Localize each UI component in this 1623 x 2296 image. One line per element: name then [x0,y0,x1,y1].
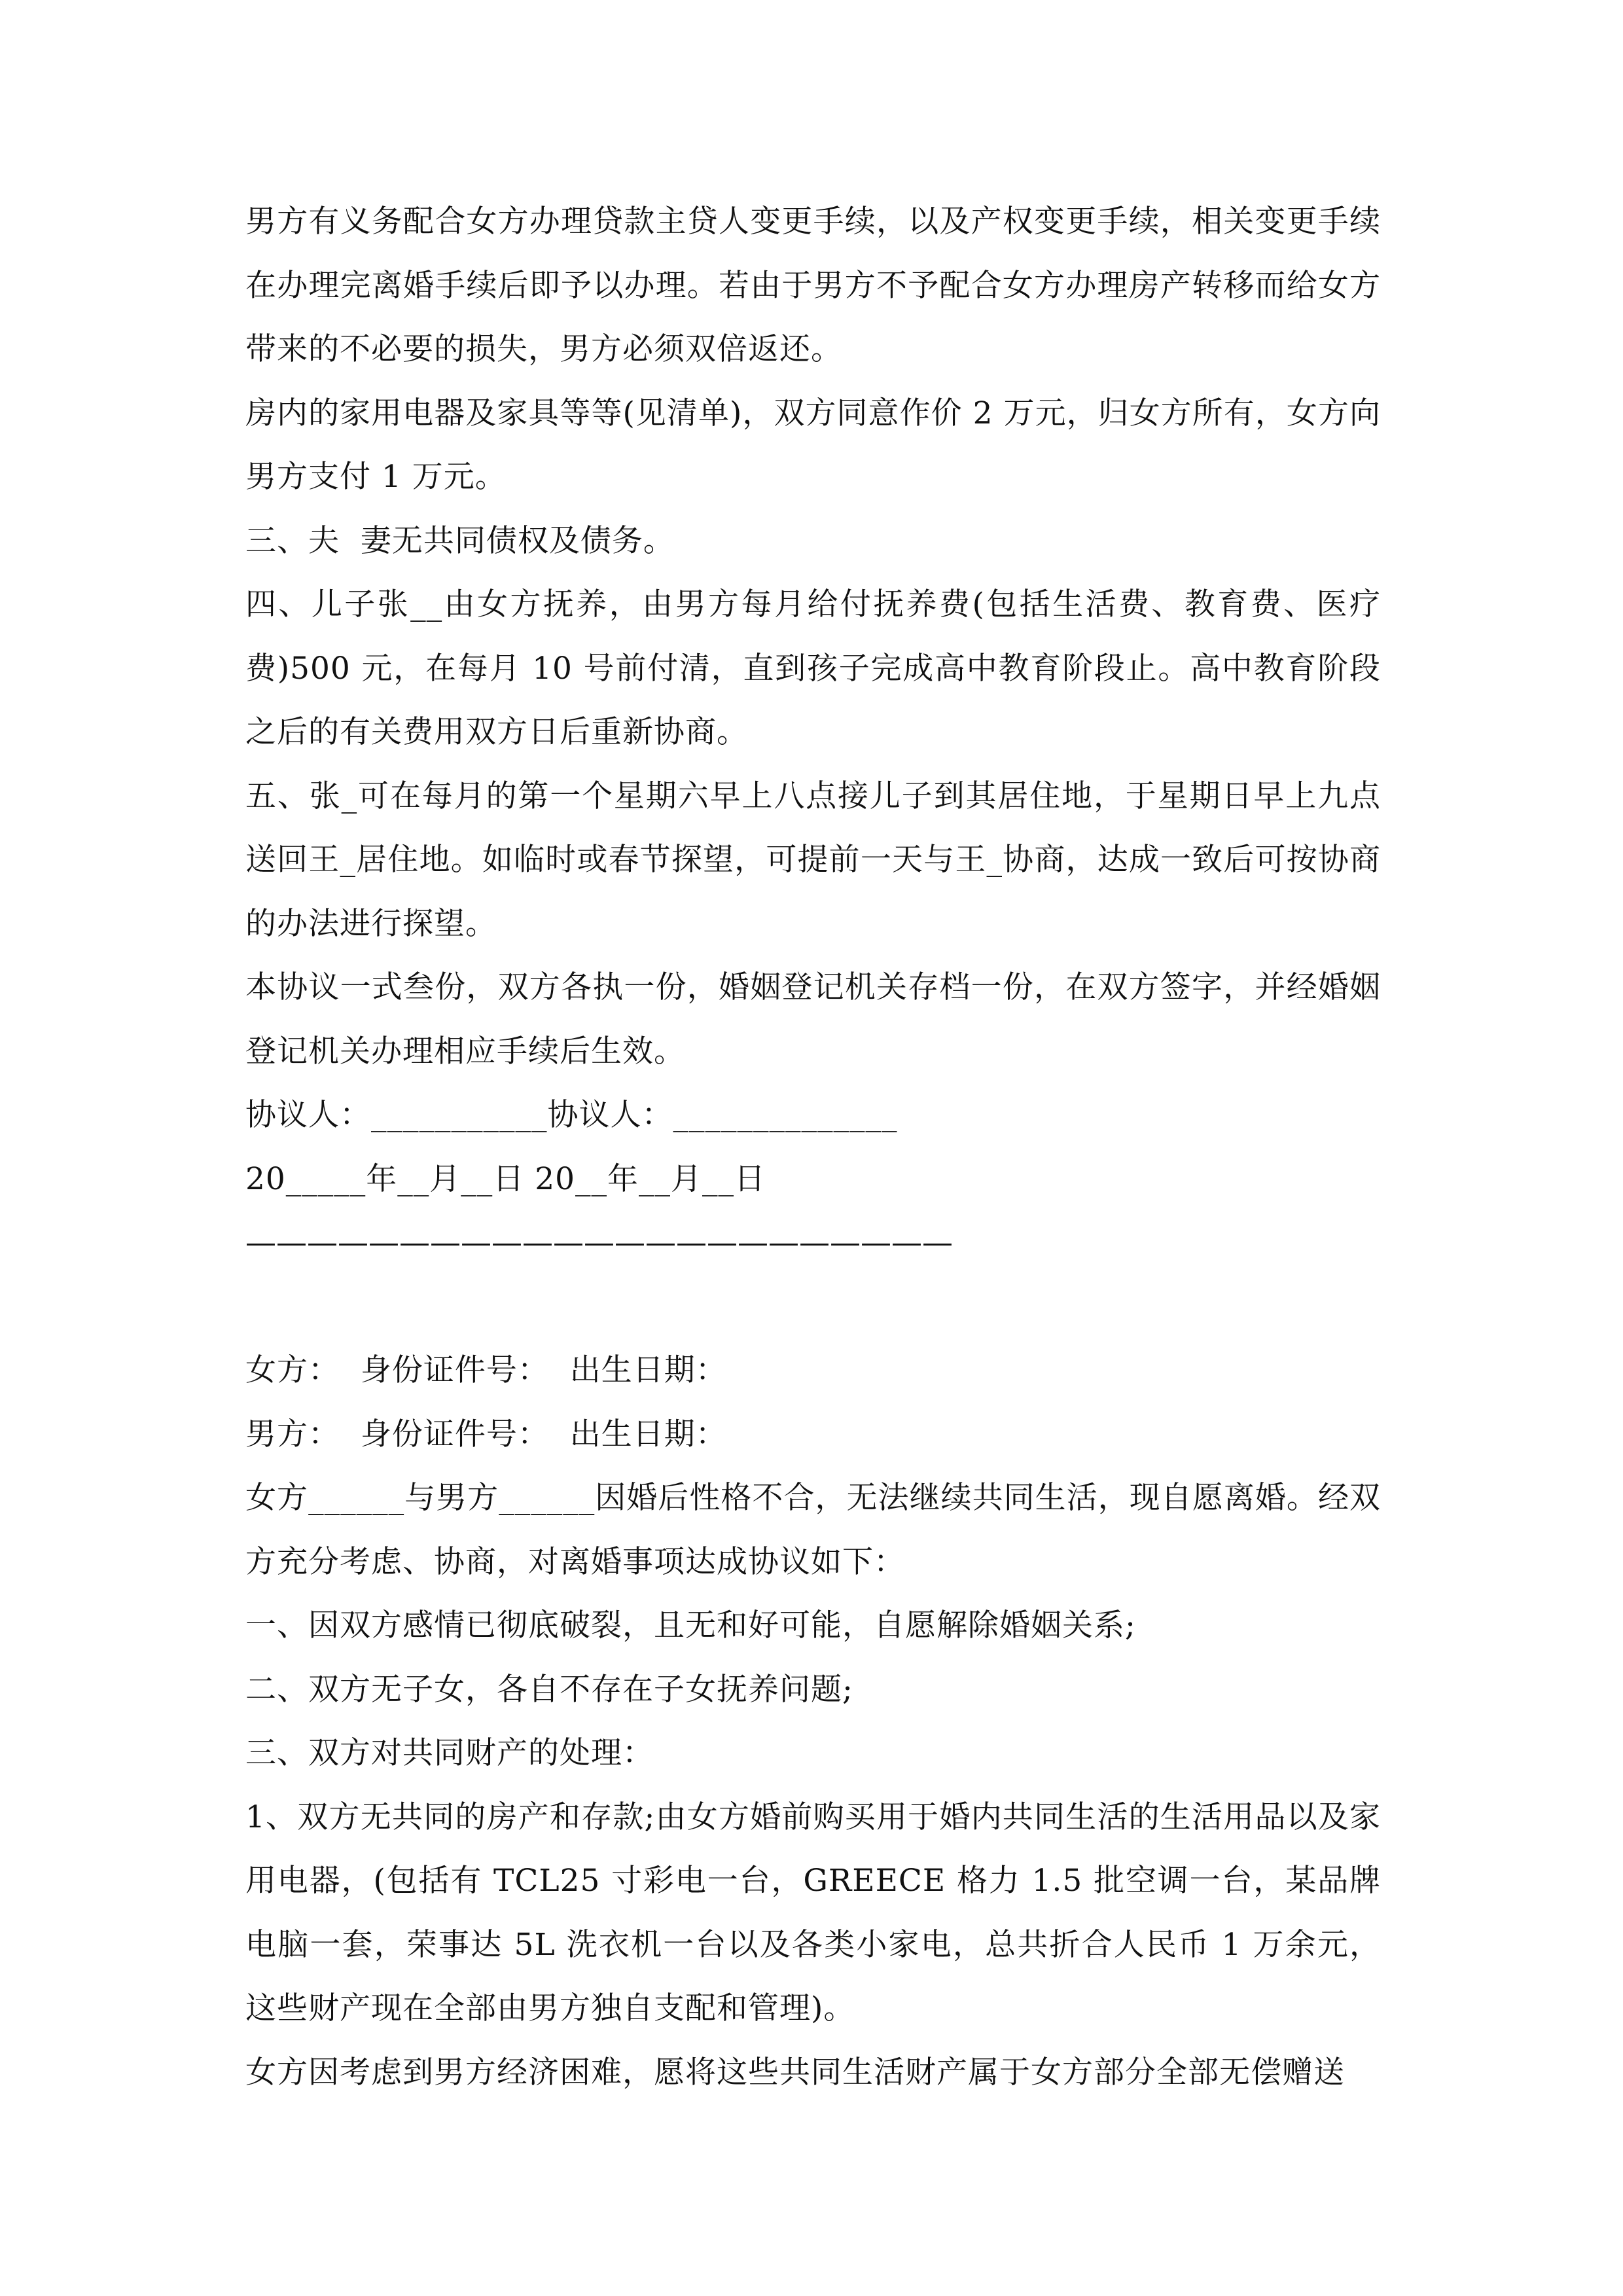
paragraph-copies: 本协议一式叁份，双方各执一份，婚姻登记机关存档一份，在双方签字，并经婚姻登记机关办理相应手续后生效。 [245,969,1381,1069]
paragraph-visitation: 五、张_可在每月的第一个星期六早上八点接儿子到其居住地，于星期日早上九点送回王_居住地。如临时或春节探望，可提前一天与王_协商，达成一致后可按协商的办法进行探望。 [245,778,1381,942]
paragraph-loan-transfer: 男方有义务配合女方办理贷款主贷人变更手续，以及产权变更手续，相关变更手续在办理完离婚手续后即予以办理。若由于男方不予配合女方办理房产转移而给女方带来的不必要的损失，男方必须双倍返还。 [245,204,1381,367]
paragraph-male-id: 男方： 身份证件号： 出生日期： [245,1416,727,1452]
paragraph-appliances: 房内的家用电器及家具等等(见清单)，双方同意作价 2 万元，归女方所有，女方向男方支付 1 万元。 [245,395,1381,495]
document-body [245,190,1381,2104]
signature-line: 协议人：___________协议人：______________ [245,1097,898,1133]
paragraph-property-list: 1、双方无共同的房产和存款;由女方婚前购买用于婚内共同生活的生活用品以及家用电器，(包括有 TCL25 寸彩电一台，GREECE 格力 1.5 批空调一台，某品牌电脑一套，荣事达 5L 洗衣机一台以及各类小家电，总共折合人民币 1 万余元，这些财产现在全部由男方独自支配和管理)。 [245,1799,1381,2026]
paragraph-intro: 女方______与男方______因婚后性格不合，无法继续共同生活，现自愿离婚。经双方充分考虑、协商，对离婚事项达成协议如下： [245,1480,1381,1580]
paragraph-clause-3: 三、双方对共同财产的处理： [245,1735,654,1771]
paragraph-gift: 女方因考虑到男方经济困难，愿将这些共同生活财产属于女方部分全部无偿赠送 [245,2054,1345,2090]
paragraph-clause-2: 二、双方无子女，各自不存在子女抚养问题; [245,1671,853,1708]
date-line: 20_____年__月__日 20__年__月__日 [245,1160,766,1197]
paragraph-clause-1: 一、因双方感情已彻底破裂，且无和好可能，自愿解除婚姻关系; [245,1607,1136,1643]
paragraph-no-debt: 三、夫 妻无共同债权及债务。 [245,522,675,559]
blank-line [245,1275,1381,1339]
separator-line: ——————————————————————— [245,1225,953,1261]
paragraph-female-id: 女方： 身份证件号： 出生日期： [245,1352,727,1388]
paragraph-child-support: 四、儿子张__由女方抚养，由男方每月给付抚养费(包括生活费、教育费、医疗费)500 元，在每月 10 号前付清，直到孩子完成高中教育阶段止。高中教育阶段之后的有关费用双方日后重新协商。 [245,586,1381,750]
